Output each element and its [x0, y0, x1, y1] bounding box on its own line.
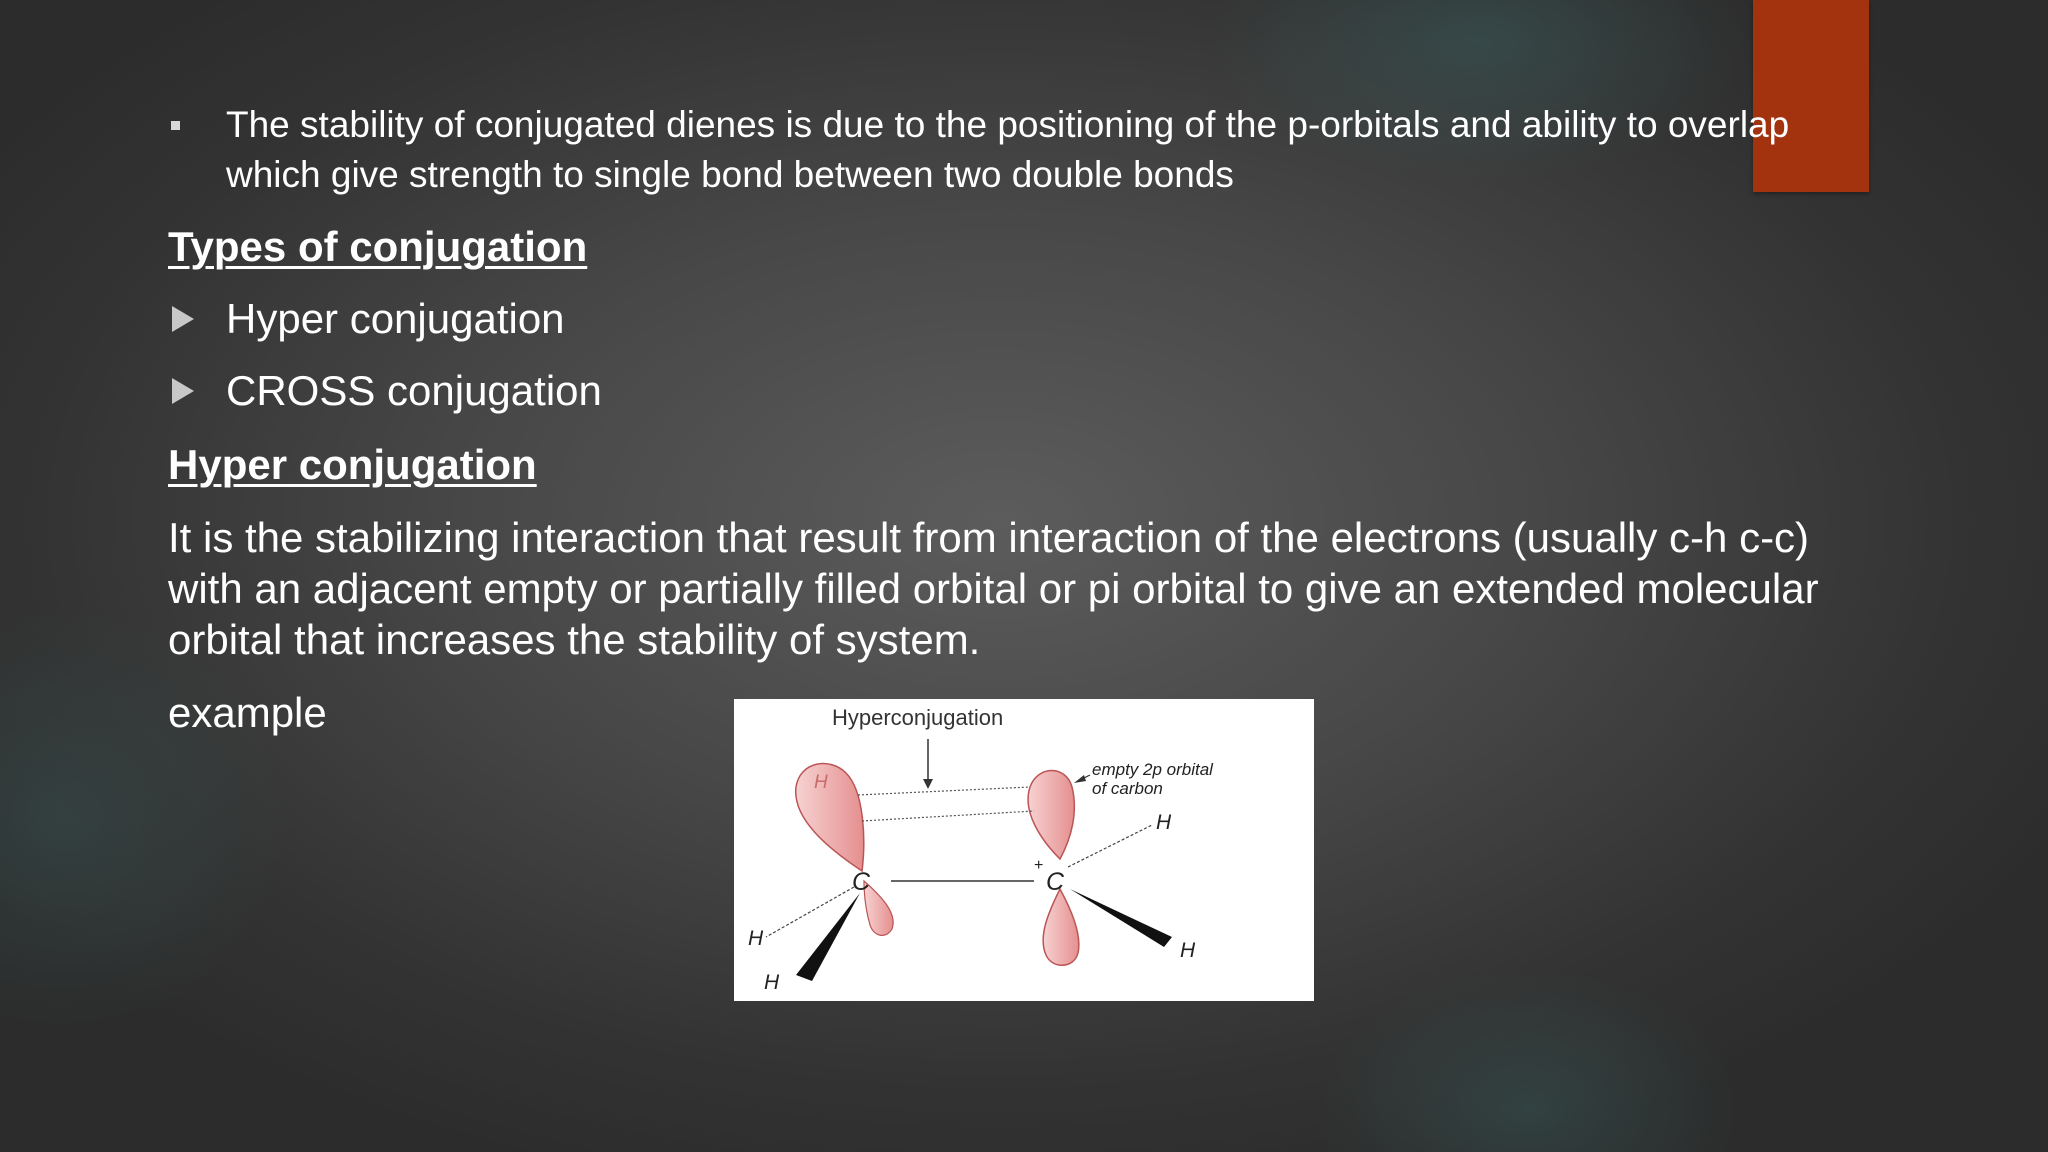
right-top-orbital-lobe — [1028, 771, 1074, 860]
left-top-orbital-lobe — [796, 764, 864, 871]
title-arrow-head-icon — [923, 779, 933, 789]
right-carbon-label: C — [1046, 868, 1065, 896]
left-carbon-label: C — [852, 868, 871, 896]
list-item-label: CROSS conjugation — [226, 367, 602, 414]
triangle-bullet-icon — [172, 306, 194, 332]
intro-bullet-text: The stability of conjugated dienes is due to the positioning of the p-orbitals and ability to overlap which give strength to single bond between two double bonds — [226, 104, 1790, 195]
h-right-top-label: H — [1156, 811, 1172, 834]
figure-title: Hyperconjugation — [832, 705, 1004, 730]
overlap-line-top — [858, 787, 1030, 795]
square-bullet-icon — [171, 121, 180, 130]
left-wedge-bond — [796, 893, 860, 981]
right-wedge-bond — [1070, 889, 1172, 947]
diagram-svg — [734, 699, 1314, 1001]
list-item-label: Hyper conjugation — [226, 295, 565, 342]
h-left-bottom-label: H — [764, 971, 780, 994]
hyperconjugation-diagram — [734, 699, 1314, 1001]
carbocation-plus-sign: + — [1034, 857, 1044, 874]
heading-types-of-conjugation: Types of conjugation — [168, 223, 588, 270]
triangle-bullet-icon — [172, 378, 194, 404]
orbital-label-line-2: of carbon — [1092, 779, 1163, 798]
right-bottom-orbital-lobe — [1043, 889, 1079, 965]
heading-hyper-conjugation: Hyper conjugation — [168, 441, 537, 488]
overlap-line-bottom — [862, 811, 1034, 821]
h-left-mid-label: H — [748, 927, 764, 950]
left-dashed-bond — [766, 887, 854, 937]
example-label: example — [168, 689, 327, 736]
orbital-pointer-head-icon — [1074, 775, 1086, 783]
h-in-orbital-label: H — [814, 772, 828, 793]
h-right-bottom-label: H — [1180, 939, 1196, 962]
right-top-dashed-bond — [1068, 825, 1152, 867]
orbital-label-line-1: empty 2p orbital — [1092, 760, 1213, 779]
definition-paragraph: It is the stabilizing interaction that result from interaction of the electrons (usually c-h c-c) with an adjacent empty or partially filled orbital or pi orbital to give an extended molecular orbital that increases the stability of system. — [168, 514, 1819, 663]
